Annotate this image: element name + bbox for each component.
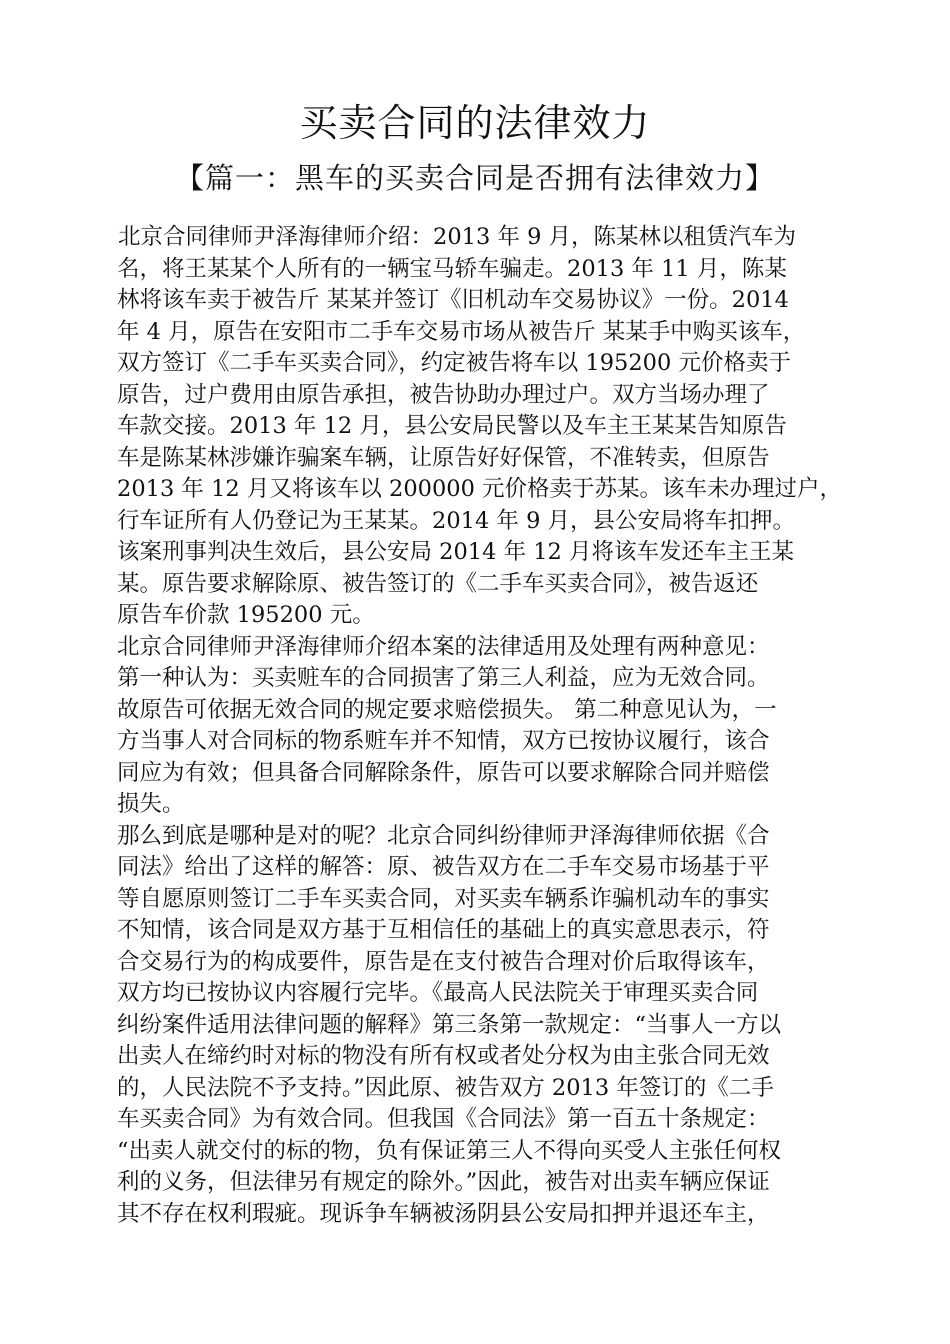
text-line: 第一种认为：买卖赃车的合同损害了第三人利益，应为无效合同。 — [117, 665, 770, 691]
text-line: 双方签订《二手车买卖合同》，约定被告将车以 195200 元价格卖于 — [117, 350, 791, 376]
text-line: 某。原告要求解除原、被告签订的《二手车买卖合同》，被告返还 — [117, 570, 759, 597]
text-line: 北京合同律师尹泽海律师介绍：2013 年 9 月，陈某林以租赁汽车为 — [118, 224, 797, 250]
text-line: 行车证所有人仍登记为王某某。2014 年 9 月，县公安局将车扣押。 — [117, 507, 796, 534]
text-line: 林将该车卖于被告斤 某某并签订《旧机动车交易协议》一份。2014 — [117, 287, 789, 313]
document-title: 买卖合同的法律效力 — [299, 101, 651, 145]
text-line: 利的义务，但法律另有规定的除外。”因此，被告对出卖车辆应保证 — [117, 1169, 770, 1195]
text-line: 车是陈某林涉嫌诈骗案车辆，让原告好好保管，不准转卖，但原告 — [117, 444, 770, 471]
text-line: 车买卖合同》为有效合同。但我国《合同法》第一百五十条规定： — [117, 1106, 770, 1132]
text-line: 同法》给出了这样的解答：原、被告双方在二手车交易市场基于平 — [117, 854, 770, 880]
text-line: 出卖人在缔约时对标的物没有所有权或者处分权为由主张合同无效 — [117, 1043, 770, 1069]
text-line: 故原告可依据无效合同的规定要求赔偿损失。 第二种意见认为，一 — [117, 696, 777, 723]
text-line: 2013 年 12 月又将该车以 200000 元价格卖于苏某。该车未办理过户， — [117, 476, 843, 502]
text-line: 年 4 月，原告在安阳市二手车交易市场从被告斤 某某手中购买该车， — [117, 318, 806, 345]
text-line: 不知情，该合同是双方基于互相信任的基础上的真实意思表示，符 — [117, 917, 770, 943]
section-heading: 【篇一：黑车的买卖合同是否拥有法律效力】 — [174, 161, 775, 195]
text-line: 双方均已按协议内容履行完毕。《最高人民法院关于审理买卖合同 — [117, 980, 759, 1006]
body-text — [0, 222, 950, 1230]
text-line: 损失。 — [117, 791, 185, 817]
text-line: 合交易行为的构成要件，原告是在支付被告合理对价后取得该车， — [117, 948, 770, 975]
text-line: 其不存在权利瑕疵。现诉争车辆被汤阴县公安局扣押并退还车主， — [117, 1200, 770, 1227]
text-line: 等自愿原则签订二手车买卖合同，对买卖车辆系诈骗机动车的事实 — [117, 885, 770, 912]
text-line: “出卖人就交付的标的物，负有保证第三人不得向买受人主张任何权 — [117, 1137, 782, 1164]
text-line: 原告，过户费用由原告承担，被告协助办理过户。双方当场办理了 — [117, 381, 770, 408]
text-line: 那么到底是哪种是对的呢？北京合同纠纷律师尹泽海律师依据《合 — [117, 822, 770, 849]
text-line: 的，人民法院不予支持。”因此原、被告双方 2013 年签订的《二手 — [117, 1074, 774, 1101]
text-line: 同应为有效；但具备合同解除条件，原告可以要求解除合同并赔偿 — [117, 759, 770, 786]
text-line: 名，将王某某个人所有的一辆宝马轿车骗走。2013 年 11 月，陈某 — [117, 255, 787, 282]
text-line: 纠纷案件适用法律问题的解释》第三条第一款规定：“当事人一方以 — [117, 1011, 782, 1038]
text-line: 北京合同律师尹泽海律师介绍本案的法律适用及处理有两种意见： — [117, 633, 770, 660]
text-line: 该案刑事判决生效后，县公安局 2014 年 12 月将该车发还车主王某 — [117, 539, 795, 565]
text-line: 方当事人对合同标的物系赃车并不知情，双方已按协议履行，该合 — [117, 728, 770, 754]
text-line: 原告车价款 195200 元。 — [117, 602, 375, 628]
text-line: 车款交接。2013 年 12 月，县公安局民警以及车主王某某告知原告 — [117, 413, 787, 439]
